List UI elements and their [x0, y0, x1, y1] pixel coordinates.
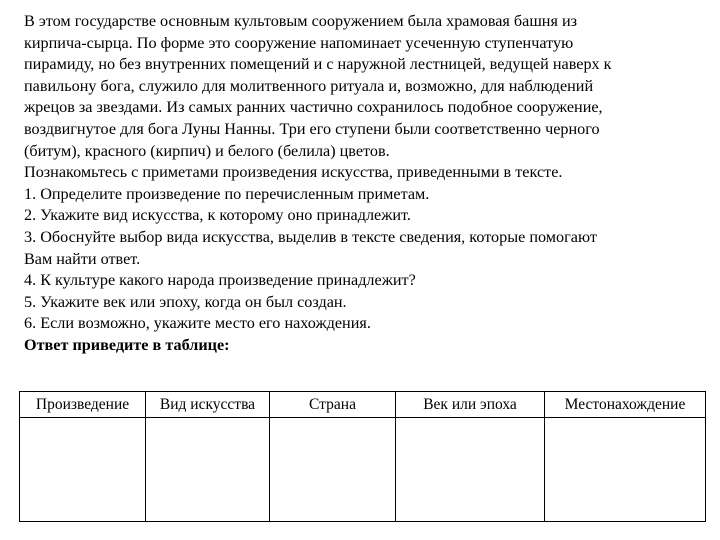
- header-work: Произведение: [20, 392, 146, 418]
- answer-cell-country[interactable]: [270, 418, 396, 522]
- task-item: Вам найти ответ.: [24, 249, 141, 268]
- answer-cell-location[interactable]: [545, 418, 706, 522]
- header-location: Местонахождение: [545, 392, 706, 418]
- answer-cell-work[interactable]: [20, 418, 146, 522]
- task-item: 3. Обоснуйте выбор вида искусства, выделив в тексте сведения, которые помогают: [24, 227, 597, 246]
- answer-cell-art-type[interactable]: [146, 418, 270, 522]
- paragraph-line: пирамиду, но без внутренних помещений и с наружной лестницей, ведущей наверх к: [24, 55, 612, 74]
- answer-cell-era[interactable]: [396, 418, 545, 522]
- table-row: [20, 418, 706, 522]
- task-item: 5. Укажите век или эпоху, когда он был создан.: [24, 292, 347, 311]
- task-item: 6. Если возможно, укажите место его нахождения.: [24, 314, 371, 333]
- task-item: 1. Определите произведение по перечисленным приметам.: [24, 184, 430, 203]
- paragraph-line: жрецов за звездами. Из самых ранних частично сохранилось подобное сооружение,: [24, 98, 603, 117]
- header-era: Век или эпоха: [396, 392, 545, 418]
- intro-line: Познакомьтесь с приметами произведения искусства, приведенными в тексте.: [24, 163, 563, 182]
- header-country: Страна: [270, 392, 396, 418]
- paragraph-line: В этом государстве основным культовым сооружением была храмовая башня из: [24, 12, 578, 30]
- paragraph-line: воздвигнутое для бога Луны Нанны. Три его ступени были соответственно черного: [24, 119, 600, 138]
- table-header-row: [20, 392, 706, 418]
- paragraph-line: (битум), красного (кирпич) и белого (белила) цветов.: [24, 141, 390, 160]
- task-text: [24, 11, 696, 357]
- answer-table: [19, 391, 706, 522]
- answer-instruction: Ответ приведите в таблице:: [24, 335, 230, 354]
- header-art-type: Вид искусства: [146, 392, 270, 418]
- task-item: 2. Укажите вид искусства, к которому оно принадлежит.: [24, 206, 411, 225]
- paragraph-line: павильону бога, служило для молитвенного ритуала и, возможно, для наблюдений: [24, 76, 594, 95]
- paragraph-line: кирпича-сырца. По форме это сооружение напоминает усеченную ступенчатую: [24, 33, 574, 52]
- task-item: 4. К культуре какого народа произведение принадлежит?: [24, 271, 416, 290]
